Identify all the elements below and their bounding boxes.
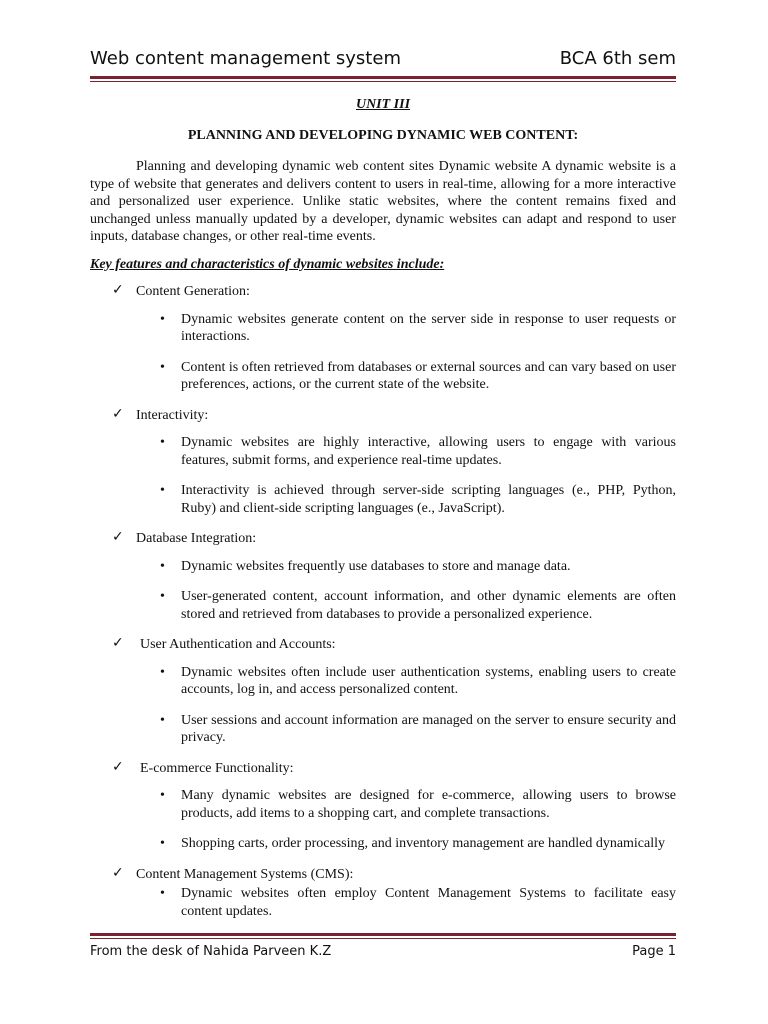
- key-features-heading: Key features and characteristics of dynamic websites include:: [90, 256, 445, 272]
- bullet-text: Many dynamic websites are designed for e-commerce, allowing users to browse products, add items to a shopping cart, and complete transactions.: [181, 788, 676, 821]
- bullet-item: [90, 588, 676, 623]
- checkmark-icon: ✓: [112, 864, 124, 881]
- intro-paragraph: Planning and developing dynamic web content sites Dynamic website A dynamic website is a type of website that generates and delivers content to users in real-time, allowing for a more interactive and personalized user experience. Unlike static websites, where the content remains fixed and unchanged unless manually updated by a developer, dynamic websites can adapt and respond to user inputs, database changes, or other real-time events.: [90, 159, 676, 244]
- bullet-item: [90, 482, 676, 517]
- bullet-text: Dynamic websites are highly interactive, allowing users to engage with various features, submit forms, and experience real-time updates.: [181, 435, 676, 468]
- header-rule-thin: [90, 81, 676, 82]
- bullet-item: [90, 835, 676, 853]
- checklist-item: [90, 866, 676, 884]
- header-rule-thick: [90, 76, 676, 79]
- bullet-icon: •: [160, 712, 165, 728]
- bullet-text: Dynamic websites often include user authentication systems, enabling users to create accounts, log in, and access personalized content.: [181, 664, 676, 697]
- footer-rule-thin: [90, 938, 676, 939]
- checklist-item: [90, 530, 676, 548]
- bullet-icon: •: [160, 483, 165, 498]
- bullet-item: [90, 712, 676, 747]
- checklist-item: [90, 760, 676, 778]
- bullet-text: Shopping carts, order processing, and inventory management are handled dynamically: [181, 836, 666, 851]
- checkmark-icon: ✓: [112, 635, 124, 651]
- bullet-icon: •: [160, 311, 165, 327]
- bullet-item: [90, 558, 676, 576]
- bullet-item: [90, 434, 676, 469]
- footer-author: From the desk of Nahida Parveen K.Z: [90, 944, 332, 959]
- bullet-text: Content is often retrieved from databases or external sources and can vary based on user preferences, actions, or the current state of the website.: [181, 359, 676, 392]
- bullet-text: Interactivity is achieved through server-side scripting languages (e., PHP, Python, Ruby) and client-side scripting languages (e., JavaScript).: [181, 483, 676, 516]
- unit-title: UNIT III: [355, 97, 411, 112]
- checkmark-icon: ✓: [112, 405, 124, 422]
- checklist-label: Content Management Systems (CMS):: [136, 866, 354, 882]
- bullet-icon: •: [160, 886, 165, 901]
- bullet-icon: •: [160, 589, 165, 604]
- page-header: [90, 48, 676, 74]
- bullet-icon: •: [160, 836, 165, 851]
- section-heading: PLANNING AND DEVELOPING DYNAMIC WEB CONTENT:: [187, 127, 579, 143]
- bullet-text: Dynamic websites frequently use databases to store and manage data.: [181, 558, 571, 574]
- bullet-item: [90, 664, 676, 699]
- bullet-icon: •: [160, 788, 165, 803]
- checkmark-icon: ✓: [112, 758, 124, 775]
- header-course: BCA 6th sem: [559, 48, 676, 69]
- checklist-label: Database Integration:: [136, 531, 257, 546]
- checklist-label: Interactivity:: [136, 407, 209, 423]
- checkmark-icon: ✓: [112, 282, 124, 298]
- bullet-item: [90, 359, 676, 394]
- checklist-item: [90, 407, 676, 425]
- bullet-text: Dynamic websites generate content on the server side in response to user requests or interactions.: [181, 311, 676, 344]
- bullet-item: [90, 311, 676, 346]
- bullet-icon: •: [160, 664, 165, 680]
- checklist-label: Content Generation:: [136, 284, 250, 299]
- bullet-text: User-generated content, account information, and other dynamic elements are often stored and retrieved from databases to provide a personalized experience.: [181, 589, 676, 622]
- header-title: Web content management system: [90, 48, 401, 69]
- footer-rule-thick: [90, 933, 676, 936]
- bullet-icon: •: [160, 558, 165, 574]
- bullet-item: [90, 787, 676, 822]
- document-body: [90, 96, 676, 926]
- bullet-text: User sessions and account information are managed on the server to ensure security and privacy.: [181, 712, 676, 745]
- checklist-label: User Authentication and Accounts:: [140, 637, 336, 652]
- page-number: Page 1: [632, 944, 676, 959]
- checkmark-icon: ✓: [112, 529, 124, 545]
- page-footer: [90, 944, 676, 964]
- bullet-item: [90, 885, 676, 920]
- bullet-icon: •: [160, 359, 165, 375]
- checklist-item: [90, 636, 676, 654]
- checklist-item: [90, 283, 676, 301]
- bullet-icon: •: [160, 435, 165, 450]
- bullet-text: Dynamic websites often employ Content Management Systems to facilitate easy content updates.: [181, 886, 676, 919]
- checklist-label: E-commerce Functionality:: [140, 760, 294, 776]
